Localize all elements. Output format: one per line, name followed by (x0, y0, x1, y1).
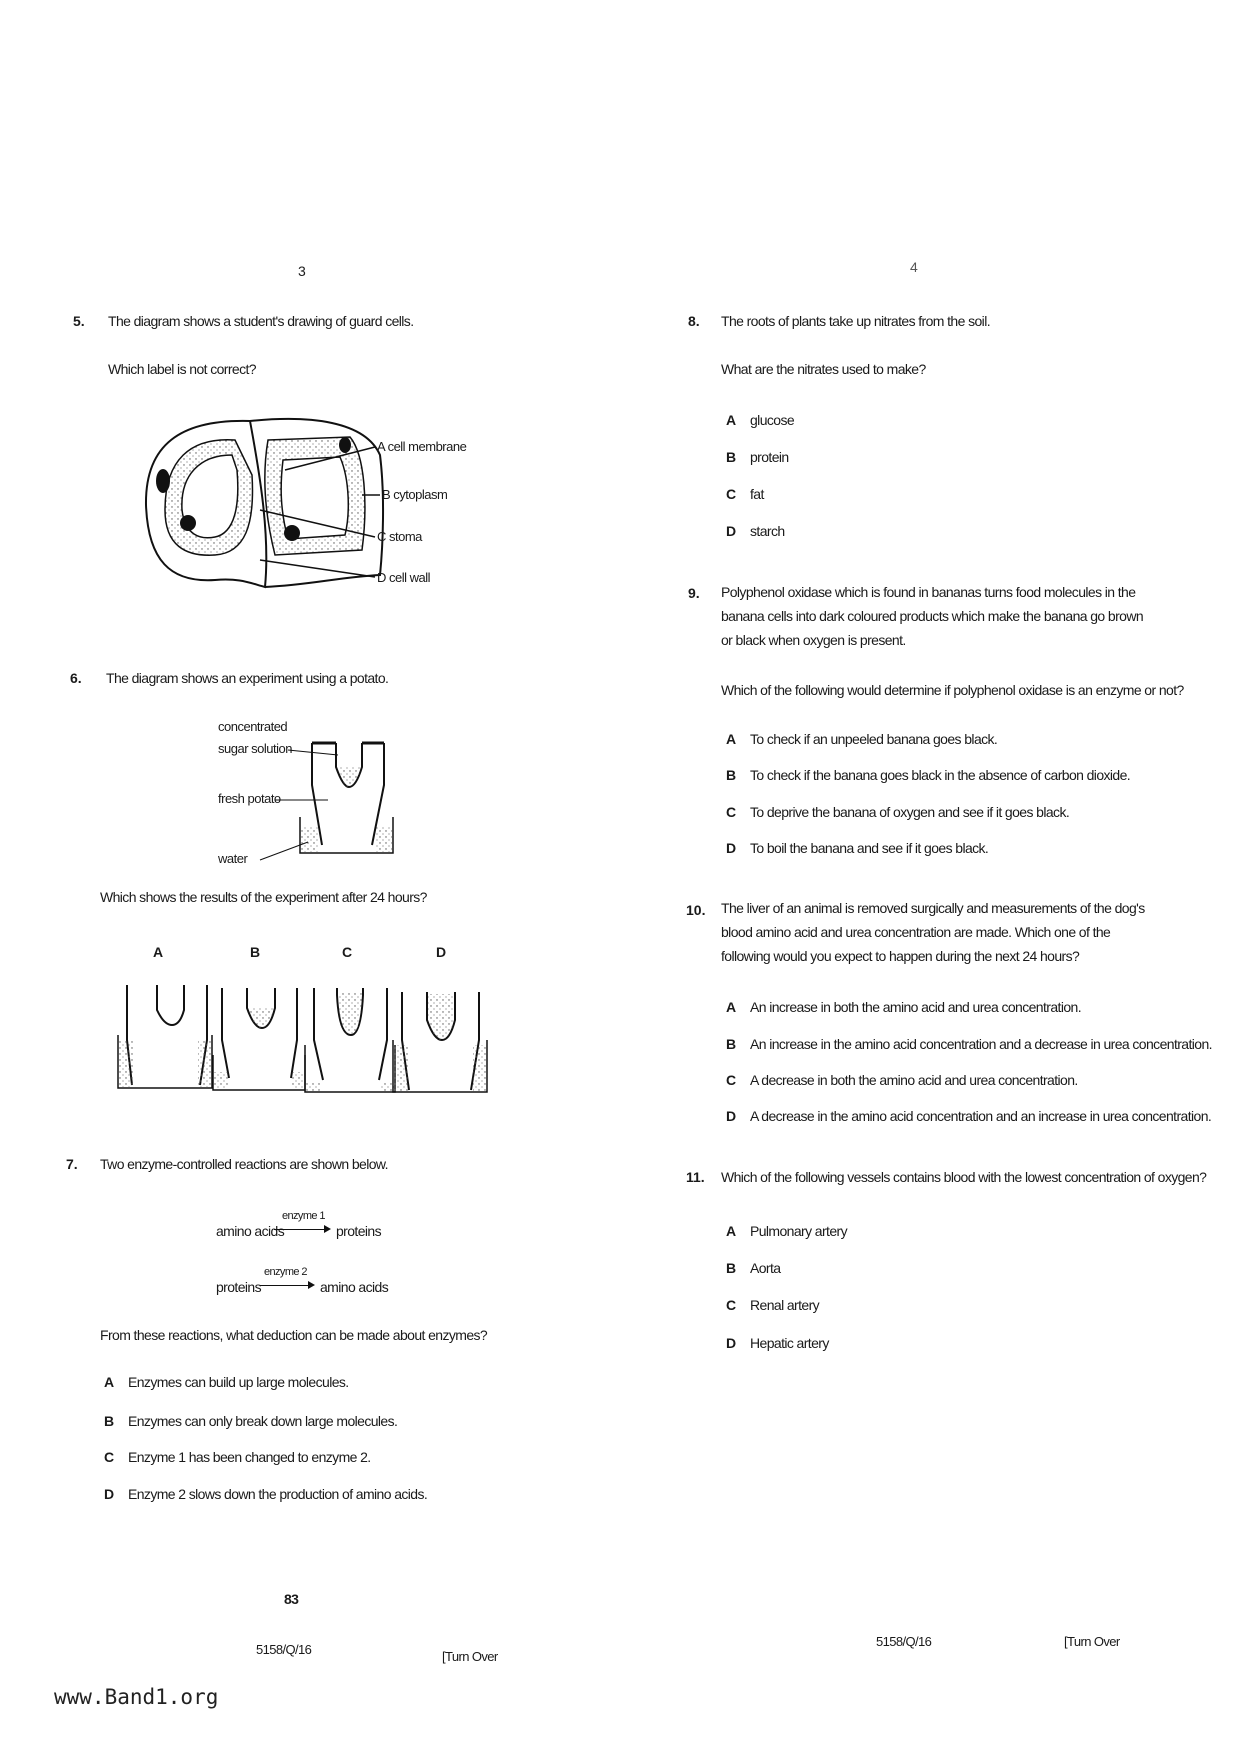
reaction-1 (216, 1210, 416, 1245)
choice-label-c: C (342, 944, 352, 960)
question-number: 10. (686, 902, 706, 918)
option-letter: A (104, 1374, 114, 1390)
guard-cells-diagram (140, 415, 480, 595)
question-number: 9. (688, 585, 700, 601)
option-letter: D (726, 523, 736, 539)
arrow-icon (274, 1229, 326, 1230)
option-letter: D (726, 1335, 736, 1351)
option-b[interactable] (726, 1036, 1212, 1052)
result-diagrams (112, 980, 482, 1095)
option-c[interactable] (726, 1297, 819, 1313)
option-c[interactable] (726, 804, 1069, 820)
option-text: To check if an unpeeled banana goes black. (750, 731, 998, 747)
option-a[interactable] (726, 412, 794, 428)
option-letter: A (726, 731, 736, 747)
question-prompt: What are the nitrates used to make? (721, 361, 926, 377)
option-letter: C (104, 1449, 114, 1465)
option-text: Enzyme 2 slows down the production of amino acids. (128, 1486, 428, 1502)
option-letter: D (726, 840, 736, 856)
option-letter: C (726, 486, 736, 502)
page-number: 3 (298, 263, 306, 279)
label-water: water (218, 851, 248, 866)
option-d[interactable] (726, 840, 988, 856)
option-text: An increase in both the amino acid and urea concentration. (750, 999, 1081, 1015)
reactant: proteins (216, 1279, 262, 1295)
enzyme-label: enzyme 2 (264, 1266, 307, 1278)
label-concentrated: concentrated (218, 719, 288, 734)
option-text: starch (750, 523, 785, 539)
option-c[interactable] (726, 1072, 1078, 1088)
option-text: A decrease in both the amino acid and urea concentration. (750, 1072, 1078, 1088)
question-stem: The liver of an animal is removed surgically and measurements of the dog's blood amino acid and urea concentration are made. Which one of the following would you expect to happen during the next 24 hours? (721, 900, 1145, 964)
reactant: amino acids (216, 1223, 285, 1239)
turn-over: [Turn Over (442, 1649, 498, 1664)
question-stem: The diagram shows a student's drawing of guard cells. (108, 313, 414, 329)
option-c[interactable] (726, 486, 764, 502)
choice-label-d: D (436, 944, 446, 960)
choice-label-b: B (250, 944, 260, 960)
option-b[interactable] (104, 1413, 397, 1429)
option-letter: C (726, 804, 736, 820)
question-number: 11. (686, 1169, 705, 1185)
paper-code: 5158/Q/16 (876, 1634, 932, 1649)
option-text: Renal artery (750, 1297, 820, 1313)
label-sugar-solution: sugar solution (218, 741, 292, 756)
option-text: protein (750, 449, 789, 465)
question-stem: The roots of plants take up nitrates from the soil. (721, 313, 990, 329)
option-text: To deprive the banana of oxygen and see if it goes black. (750, 804, 1070, 820)
question-prompt: Which label is not correct? (108, 361, 256, 377)
option-b[interactable] (726, 1260, 780, 1276)
option-d[interactable] (104, 1486, 427, 1502)
option-text: An increase in the amino acid concentration and a decrease in urea concentration. (750, 1036, 1212, 1052)
label-fresh-potato: fresh potato (218, 791, 281, 806)
option-letter: B (726, 767, 736, 783)
option-text: To check if the banana goes black in the absence of carbon dioxide. (750, 767, 1131, 783)
question-number: 7. (66, 1156, 78, 1172)
option-text: A decrease in the amino acid concentration and an increase in urea concentration. (750, 1108, 1212, 1124)
question-number: 8. (688, 313, 700, 329)
option-letter: B (104, 1413, 114, 1429)
enzyme-label: enzyme 1 (282, 1210, 325, 1222)
page-number: 4 (910, 259, 918, 275)
option-a[interactable] (726, 1223, 847, 1239)
product: proteins (336, 1223, 382, 1239)
option-text: fat (750, 486, 764, 502)
option-text: Aorta (750, 1260, 781, 1276)
label-d: D cell wall (377, 570, 431, 585)
choice-label-a: A (153, 944, 163, 960)
question-stem: Two enzyme-controlled reactions are shown below. (100, 1156, 388, 1172)
option-b[interactable] (726, 449, 789, 465)
question-prompt: Which of the following would determine if polyphenol oxidase is an enzyme or not? (721, 682, 1184, 698)
product: amino acids (320, 1279, 389, 1295)
result-c (305, 988, 395, 1092)
option-text: Enzymes can only break down large molecules. (128, 1413, 398, 1429)
option-b[interactable] (726, 767, 1130, 783)
arrow-head-icon (324, 1225, 331, 1233)
arrow-icon (260, 1285, 310, 1286)
option-letter: B (726, 1260, 736, 1276)
question-number: 6. (70, 670, 82, 686)
question-stem: The diagram shows an experiment using a potato. (106, 670, 389, 686)
option-a[interactable] (726, 999, 1081, 1015)
option-letter: A (726, 999, 736, 1015)
option-letter: D (726, 1108, 736, 1124)
option-letter: B (726, 1036, 736, 1052)
option-d[interactable] (726, 523, 785, 539)
question-stem: Polyphenol oxidase which is found in bananas turns food molecules in the banana cells into dark coloured products which make the banana go brown or black when oxygen is present. (721, 584, 1144, 648)
question-prompt: From these reactions, what deduction can be made about enzymes? (100, 1327, 488, 1343)
option-a[interactable] (726, 731, 997, 747)
option-letter: B (726, 449, 736, 465)
reaction-2 (216, 1266, 416, 1301)
option-text: To boil the banana and see if it goes black. (750, 840, 989, 856)
option-text: Enzymes can build up large molecules. (128, 1374, 349, 1390)
label-b: B cytoplasm (382, 487, 448, 502)
option-text: Enzyme 1 has been changed to enzyme 2. (128, 1449, 371, 1465)
option-letter: A (726, 1223, 736, 1239)
option-text: glucose (750, 412, 795, 428)
question-prompt: Which shows the results of the experiment after 24 hours? (100, 889, 427, 905)
option-letter: D (104, 1486, 114, 1502)
watermark: www.Band1.org (54, 1685, 219, 1709)
option-d[interactable] (726, 1335, 829, 1351)
option-letter: C (726, 1072, 736, 1088)
label-c: C stoma (377, 529, 422, 544)
option-d[interactable] (726, 1108, 1211, 1124)
option-letter: C (726, 1297, 736, 1313)
option-text: Hepatic artery (750, 1335, 829, 1351)
paper-code: 5158/Q/16 (256, 1642, 312, 1657)
page-mark: 83 (284, 1591, 299, 1607)
question-stem: Which of the following vessels contains blood with the lowest concentration of oxygen? (721, 1169, 1207, 1185)
option-text: Pulmonary artery (750, 1223, 847, 1239)
turn-over: [Turn Over (1064, 1634, 1120, 1649)
option-c[interactable] (104, 1449, 371, 1465)
option-a[interactable] (104, 1374, 349, 1390)
arrow-head-icon (308, 1281, 315, 1289)
option-letter: A (726, 412, 736, 428)
result-d (393, 992, 487, 1092)
result-b (213, 988, 305, 1090)
question-number: 5. (73, 313, 85, 329)
label-a: A cell membrane (377, 439, 467, 454)
potato-experiment-diagram (210, 715, 410, 875)
result-a (118, 985, 212, 1088)
